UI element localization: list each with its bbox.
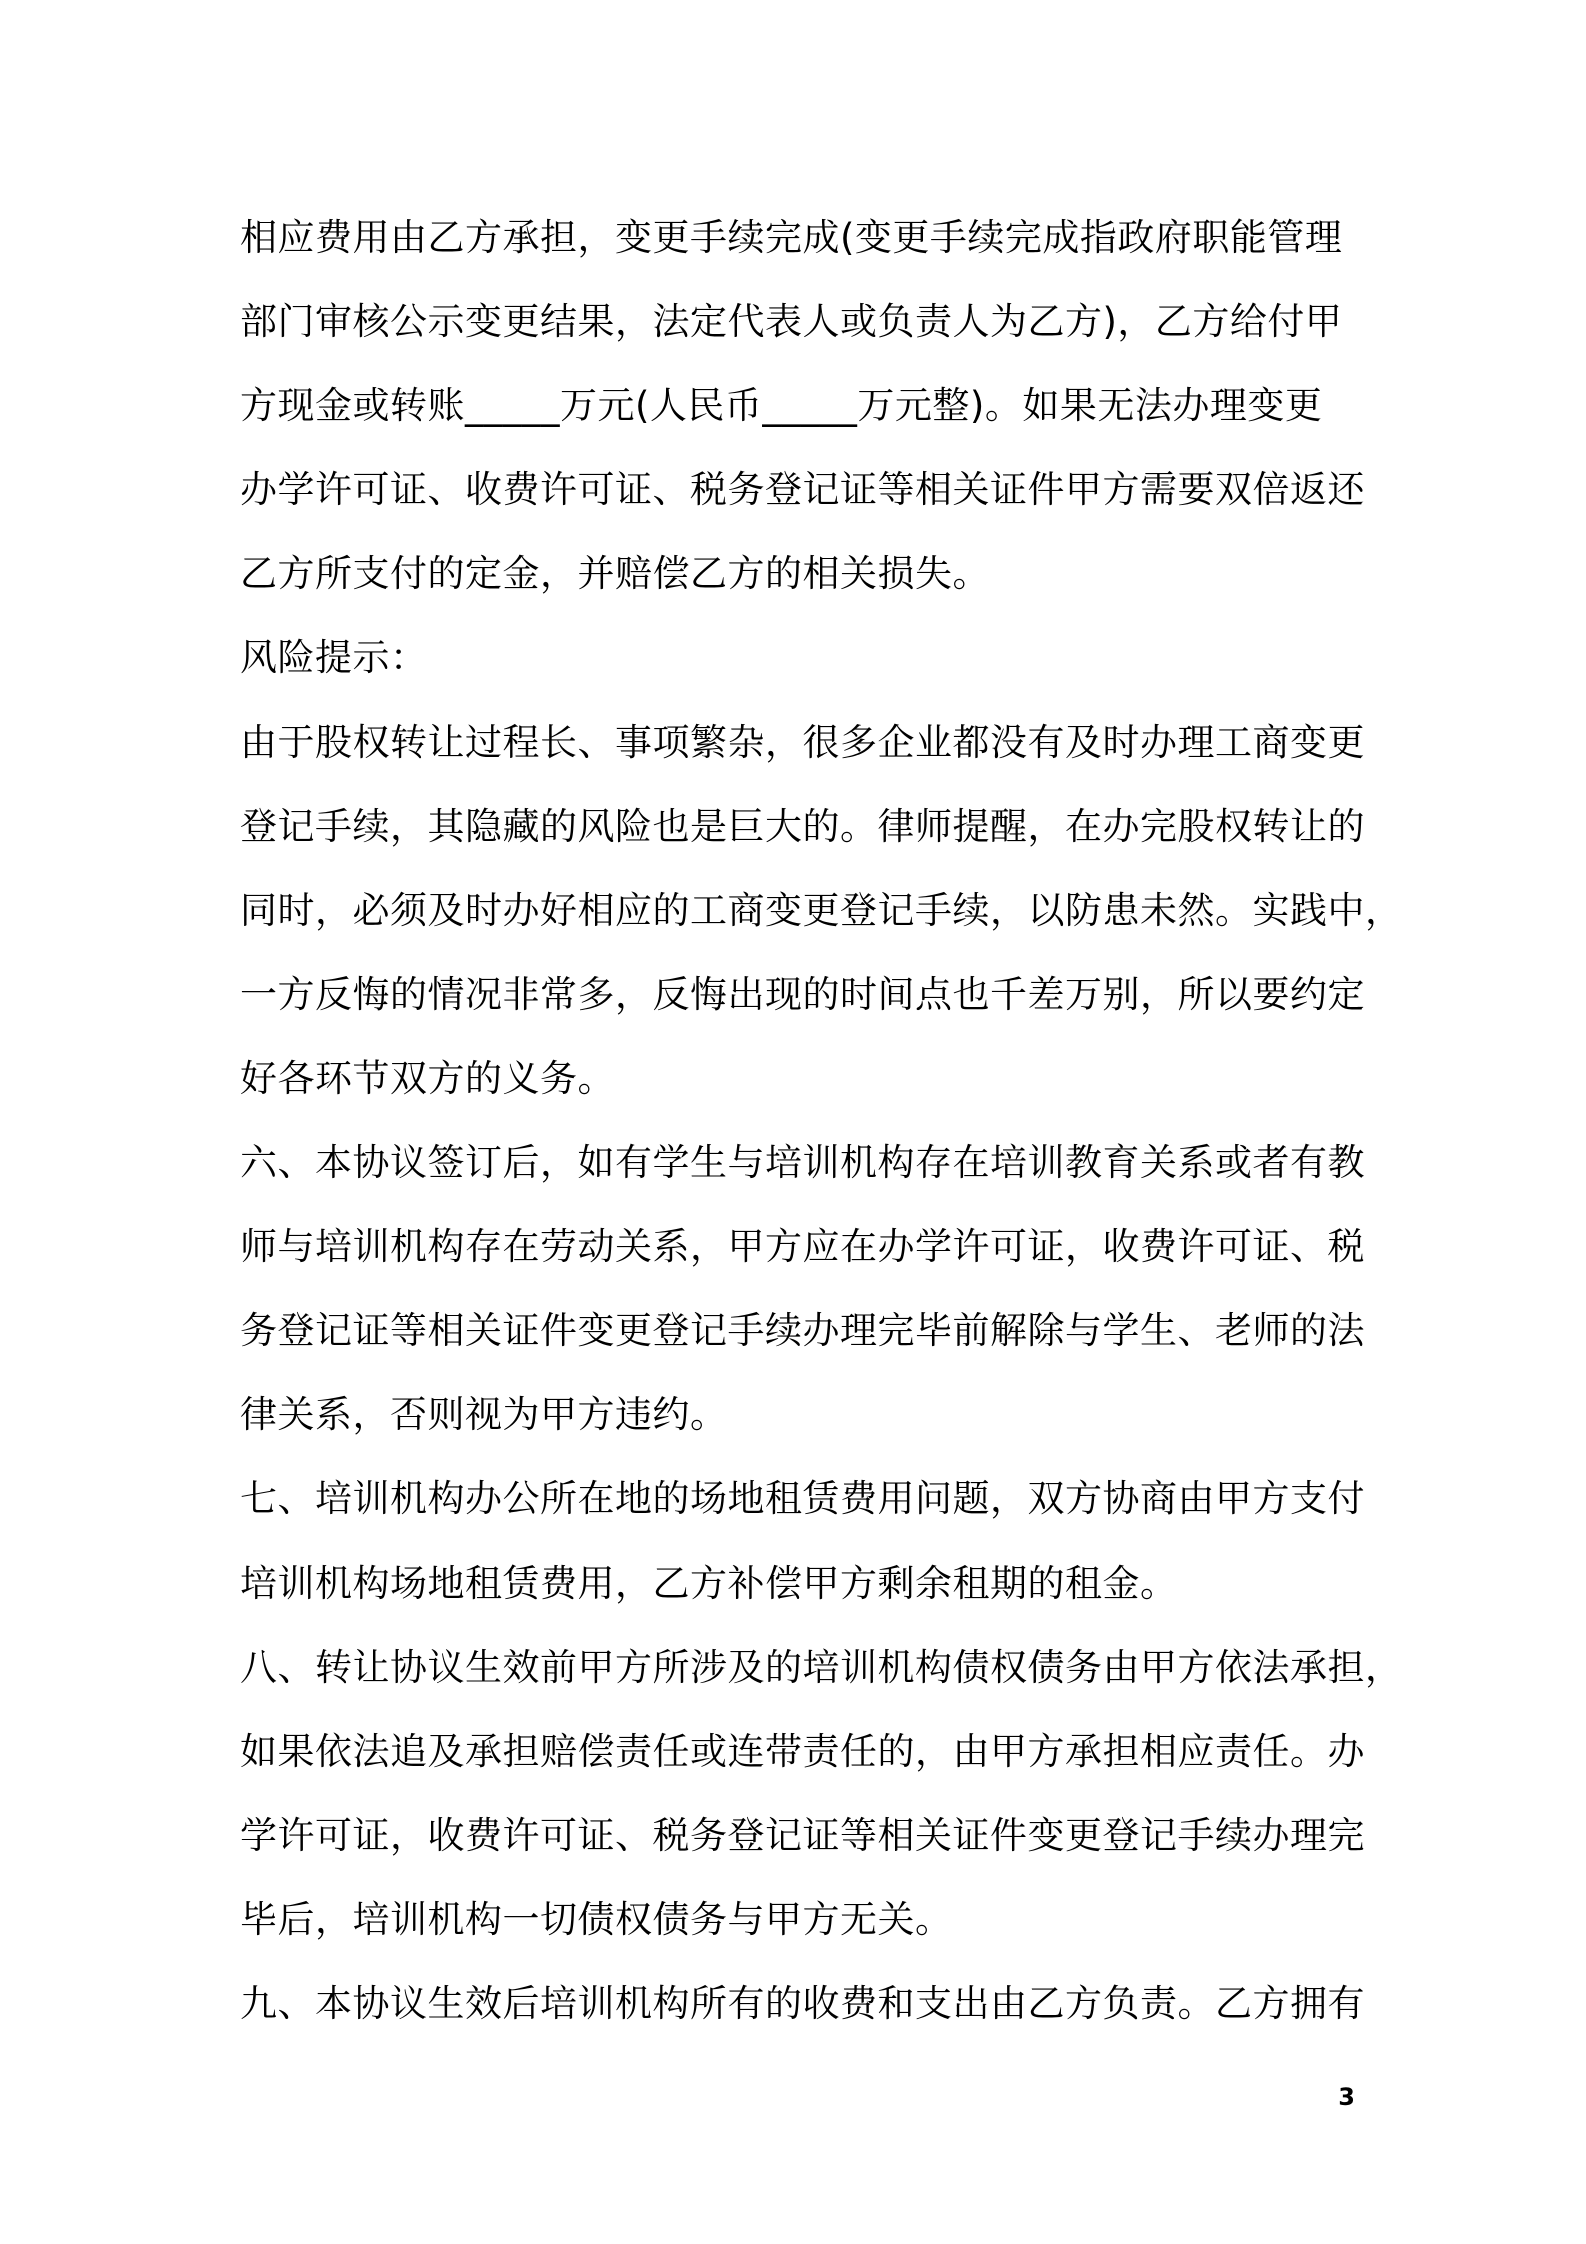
text-line: 方现金或转账_____万元(人民币_____万元整)。如果无法办理变更: [240, 384, 1323, 428]
page-number: 3: [1338, 2083, 1355, 2111]
text-line: 培训机构场地租赁费用，乙方补偿甲方剩余租期的租金。: [240, 1561, 1178, 1605]
text-line: 如果依法追及承担赔偿责任或连带责任的，由甲方承担相应责任。办: [240, 1729, 1365, 1773]
text-line: 务登记证等相关证件变更登记手续办理完毕前解除与学生、老师的法: [240, 1309, 1365, 1353]
text-line: 一方反悔的情况非常多，反悔出现的时间点也千差万别，所以要约定: [240, 972, 1365, 1016]
text-line: 学许可证，收费许可证、税务登记证等相关证件变更登记手续办理完: [240, 1813, 1365, 1857]
text-line: 乙方所支付的定金，并赔偿乙方的相关损失。: [240, 552, 990, 596]
text-line: 办学许可证、收费许可证、税务登记证等相关证件甲方需要双倍返还: [240, 468, 1365, 512]
text-line: 相应费用由乙方承担，变更手续完成(变更手续完成指政府职能管理: [240, 216, 1343, 259]
clause-nine-line: 九、本协议生效后培训机构所有的收费和支出由乙方负责。乙方拥有: [240, 1981, 1365, 2025]
body-text: [240, 196, 1403, 2046]
text-line: 登记手续，其隐藏的风险也是巨大的。律师提醒，在办完股权转让的: [240, 804, 1365, 848]
clause-eight-line: 八、转让协议生效前甲方所涉及的培训机构债权债务由甲方依法承担，: [240, 1645, 1403, 1689]
text-line: 部门审核公示变更结果，法定代表人或负责人为乙方)，乙方给付甲: [240, 300, 1343, 344]
text-line: 师与培训机构存在劳动关系，甲方应在办学许可证，收费许可证、税: [240, 1225, 1365, 1269]
text-line: 同时，必须及时办好相应的工商变更登记手续，以防患未然。实践中，: [240, 888, 1403, 932]
text-line: 由于股权转让过程长、事项繁杂，很多企业都没有及时办理工商变更: [240, 720, 1365, 764]
section-heading-risk: 风险提示：: [240, 636, 428, 680]
text-line: 毕后，培训机构一切债权债务与甲方无关。: [240, 1897, 953, 1941]
clause-seven-line: 七、培训机构办公所在地的场地租赁费用问题，双方协商由甲方支付: [240, 1477, 1365, 1521]
text-line: 好各环节双方的义务。: [240, 1056, 615, 1100]
text-line: 律关系，否则视为甲方违约。: [240, 1393, 728, 1437]
clause-six-line: 六、本协议签订后，如有学生与培训机构存在培训教育关系或者有教: [240, 1141, 1365, 1185]
